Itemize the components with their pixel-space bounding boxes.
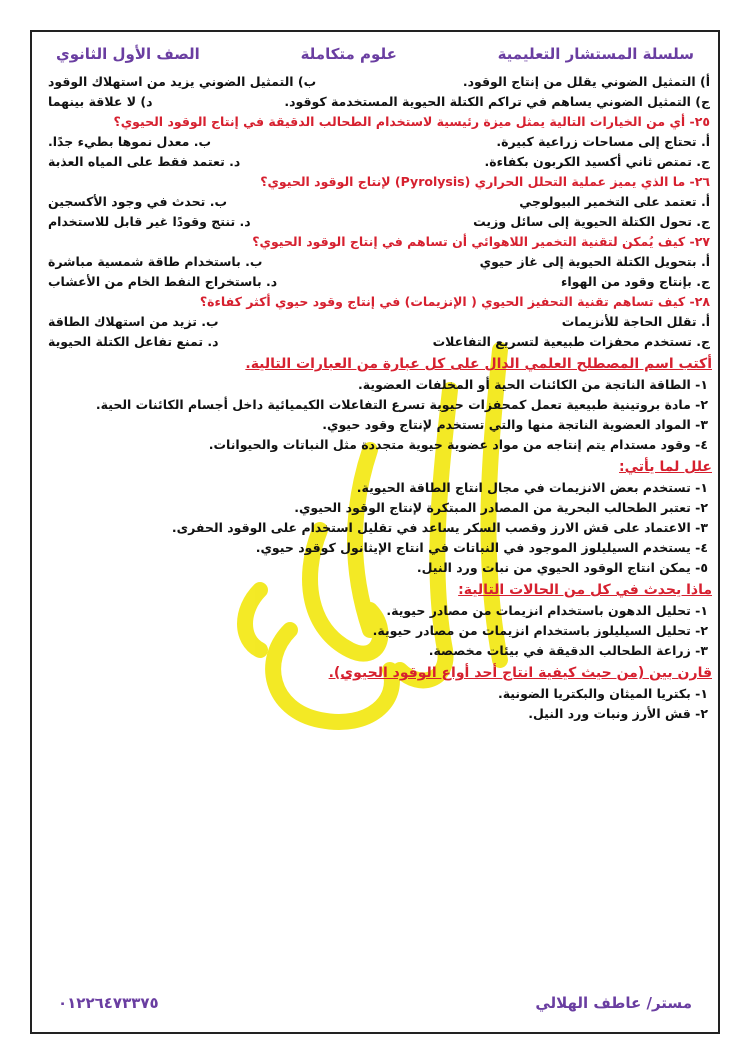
list-item: ١- تستخدم بعض الانزيمات في مجال انتاج الطاقة الحيوية. bbox=[356, 480, 708, 495]
section-title: أكتب اسم المصطلح العلمي الدال على كل عبارة من العبارات التالية. bbox=[245, 356, 712, 372]
subject-title: علوم متكاملة bbox=[300, 45, 397, 63]
question-text: ٢٥- أي من الخيارات التالية يمثل ميزة رئيسية لاستخدام الطحالب الدقيقة في إنتاج الوقود الحيوي؟ bbox=[113, 114, 710, 129]
option-c: ج. تمتص ثاني أكسيد الكربون بكفاءة. bbox=[484, 154, 710, 169]
option-d: د. تمنع تفاعل الكتلة الحيوية bbox=[48, 334, 219, 349]
option-a: أ. بتحويل الكتلة الحيوية إلى غاز حيوي bbox=[479, 254, 710, 269]
option-c: ج. بإنتاج وقود من الهواء bbox=[561, 274, 710, 289]
list-item: ١- تحليل الدهون باستخدام انزيمات من مصادر حيوية. bbox=[386, 603, 708, 618]
teacher-name: مستر/ عاطف الهلالي bbox=[535, 994, 692, 1012]
page-footer bbox=[38, 988, 712, 1018]
section-terms bbox=[38, 353, 712, 455]
question-25 bbox=[38, 112, 712, 172]
option-a: أ) التمثيل الضوني يقلل من إنتاج الوقود. bbox=[462, 74, 710, 89]
list-item: ٤- وقود مستدام يتم إنتاجه من مواد عضوية حيوية متجددة مثل النباتات والحيوانات. bbox=[208, 437, 708, 452]
question-text: ٢٨- كيف تساهم تقنية التحفيز الحيوي ( الإنزيمات) في إنتاج وقود حيوي أكثر كفاءة؟ bbox=[199, 294, 710, 309]
option-d: د. باستخراج النفط الخام من الأعشاب bbox=[48, 274, 278, 289]
list-item: ١- الطاقة الناتجة من الكائنات الحية أو المخلفات العضوية. bbox=[358, 377, 708, 392]
option-b: ب. تحدث في وجود الأكسجين bbox=[48, 194, 228, 209]
page-header bbox=[38, 36, 712, 72]
option-b: ب. معدل نموها بطيء جدًا. bbox=[48, 134, 212, 149]
option-row bbox=[38, 252, 712, 272]
section-compare bbox=[38, 662, 712, 724]
option-c: ج. تحول الكتلة الحيوية إلى سائل وزيت bbox=[473, 214, 710, 229]
list-item: ٢- مادة بروتينية طبيعية تعمل كمحفزات حيوية تسرع التفاعلات الكيميائية داخل أجسام الكائنات الحية. bbox=[95, 397, 708, 412]
list-item: ٢- قش الأرز ونبات ورد النيل. bbox=[528, 706, 708, 721]
section-title: قارن بين (من حيث كيفية انتاج أحد أواع الوقود الحيوي). bbox=[328, 665, 712, 681]
list-item: ٣- الاعتماد على قش الارز وقصب السكر يساعد في تقليل استخدام على الوقود الحفرى. bbox=[171, 520, 708, 535]
option-d: د. تعتمد فقط على المياه العذبة bbox=[48, 154, 241, 169]
question-28 bbox=[38, 292, 712, 352]
section-title: ماذا يحدث في كل من الحالات التالية: bbox=[458, 582, 712, 598]
section-title: علل لما يأتي: bbox=[619, 459, 712, 475]
list-item: ٣- زراعة الطحالب الدقيقة في بيئات مخصصة. bbox=[428, 643, 708, 658]
option-d: د. تنتج وقودًا غير قابل للاستخدام bbox=[48, 214, 251, 229]
option-a: أ. تعتمد على التخمير البيولوجي bbox=[519, 194, 710, 209]
list-item: ٢- تعتبر الطحالب البحرية من المصادر المبتكرة لإنتاج الوقود الحيوي. bbox=[294, 500, 708, 515]
list-item: ٢- تحليل السيليلوز باستخدام انزيمات من مصادر حيوية. bbox=[372, 623, 708, 638]
option-row bbox=[38, 132, 712, 152]
series-title: سلسلة المستشار التعليمية bbox=[497, 45, 694, 63]
option-row bbox=[38, 92, 712, 112]
question-text: ٢٦- ما الذي يميز عملية التحلل الحراري (Pyrolysis) لإنتاج الوقود الحيوي؟ bbox=[260, 174, 710, 189]
grade-title: الصف الأول الثانوي bbox=[56, 45, 200, 63]
list-item: ٣- المواد العضوية الناتجة منها والتي تستخدم لإنتاج وقود حيوي. bbox=[322, 417, 708, 432]
question-text: ٢٧- كيف يُمكن لتقنية التخمير اللاهوائي أن تساهم في إنتاج الوقود الحيوي؟ bbox=[252, 234, 710, 249]
option-b: ب) التمثيل الضوني يزيد من استهلاك الوقود bbox=[48, 74, 317, 89]
option-a: أ. تقلل الحاجة للأنزيمات bbox=[561, 314, 710, 329]
option-row bbox=[38, 272, 712, 292]
section-what-happens bbox=[38, 579, 712, 661]
option-b: ب. تزيد من استهلاك الطاقة bbox=[48, 314, 219, 329]
worksheet bbox=[38, 36, 712, 1026]
option-row bbox=[38, 332, 712, 352]
option-c: ج. تستخدم محفزات طبيعية لتسريع التفاعلات bbox=[432, 334, 710, 349]
phone-number: ٠١٢٢٦٤٧٣٣٧٥ bbox=[58, 994, 159, 1012]
question-26 bbox=[38, 172, 712, 232]
option-a: أ. تحتاج إلى مساحات زراعية كبيرة. bbox=[496, 134, 710, 149]
list-item: ١- بكتريا الميثان والبكتريا الضونية. bbox=[497, 686, 708, 701]
option-c: ج) التمثيل الضوني يساهم في تراكم الكتلة الحيوية المستخدمة كوقود. bbox=[284, 94, 710, 109]
section-justify bbox=[38, 456, 712, 578]
option-row bbox=[38, 212, 712, 232]
option-row bbox=[38, 72, 712, 92]
option-d: د) لا علاقة بينهما bbox=[48, 94, 153, 109]
question-27 bbox=[38, 232, 712, 292]
option-row bbox=[38, 192, 712, 212]
option-row bbox=[38, 152, 712, 172]
list-item: ٥- يمكن انتاج الوقود الحيوي من نبات ورد النيل. bbox=[416, 560, 708, 575]
list-item: ٤- يستخدم السيليلوز الموجود في النباتات في انتاج الإيثانول كوقود حيوي. bbox=[255, 540, 708, 555]
option-row bbox=[38, 312, 712, 332]
option-b: ب. باستخدام طاقة شمسية مباشرة bbox=[48, 254, 263, 269]
